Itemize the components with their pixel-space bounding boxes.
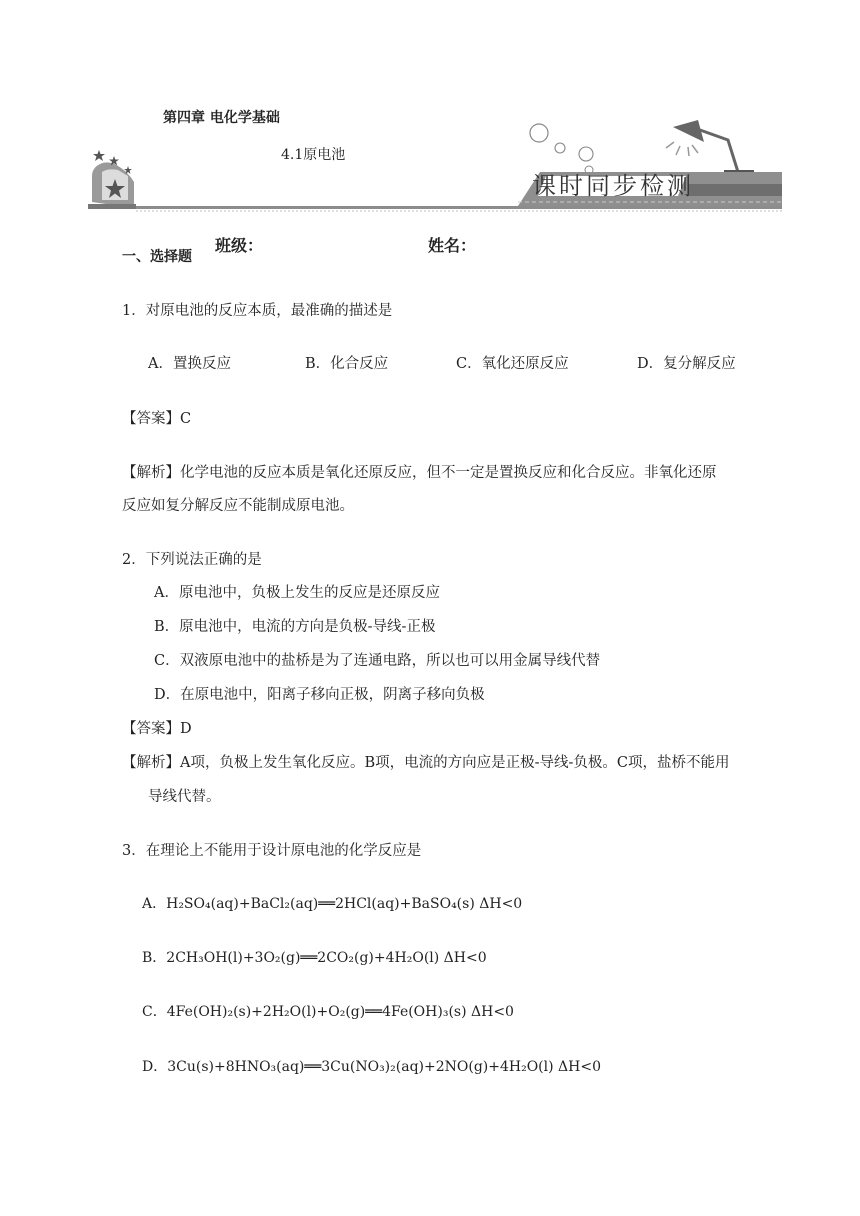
question-1-option-b: B．化合反应 bbox=[305, 356, 389, 372]
banner-graphic bbox=[88, 112, 782, 216]
question-1-analysis-line2: 反应如复分解反应不能制成原电池。 bbox=[122, 498, 354, 514]
question-2-analysis-line2: 导线代替。 bbox=[148, 789, 221, 805]
section-heading: 一、选择题 bbox=[122, 249, 192, 265]
name-label-clip bbox=[428, 236, 488, 255]
answer-label: 【答案】 bbox=[122, 721, 180, 737]
answer-value: C bbox=[180, 411, 192, 427]
lamp-icon bbox=[666, 120, 754, 175]
class-label: 班级： bbox=[215, 236, 264, 255]
section-title: 4.1原电池 bbox=[281, 147, 346, 163]
question-2-option-c: C．双液原电池中的盐桥是为了连通电路，所以也可以用金属导线代替 bbox=[154, 653, 601, 669]
question-3-option-d: D．3Cu(s)+8HNO₃(aq)══3Cu(NO₃)₂(aq)+2NO(g)+4H₂O(l) ΔH<0 bbox=[142, 1059, 601, 1075]
question-2-analysis-line1 bbox=[122, 753, 730, 773]
question-1-option-d: D．复分解反应 bbox=[637, 356, 736, 372]
analysis-text: 化学电池的反应本质是氧化还原反应，但不一定是置换反应和化合反应。非氧化还原 bbox=[180, 465, 717, 481]
question-2-stem: 2．下列说法正确的是 bbox=[122, 552, 262, 568]
star-badge-icon bbox=[88, 150, 136, 209]
question-1-analysis-line1 bbox=[122, 463, 717, 483]
answer-value: D bbox=[180, 721, 192, 737]
question-1-option-a: A．置换反应 bbox=[148, 356, 231, 372]
analysis-label: 【解析】 bbox=[122, 465, 180, 481]
question-1-option-c: C．氧化还原反应 bbox=[456, 356, 569, 372]
banner-title: 课时同步检测 bbox=[532, 172, 694, 200]
question-2-option-a: A．原电池中，负极上发生的反应是还原反应 bbox=[154, 585, 440, 601]
chapter-title: 第四章 电化学基础 bbox=[163, 110, 280, 126]
name-label: 姓名： bbox=[428, 236, 477, 255]
analysis-label: 【解析】 bbox=[122, 755, 180, 771]
question-2-option-d: D．在原电池中，阳离子移向正极，阴离子移向负极 bbox=[154, 687, 485, 703]
question-3-option-c: C．4Fe(OH)₂(s)+2H₂O(l)+O₂(g)══4Fe(OH)₃(s) ΔH<0 bbox=[142, 1004, 514, 1020]
class-label-clip bbox=[215, 236, 275, 255]
analysis-text: A项，负极上发生氧化反应。B项，电流的方向应是正极-导线-负极。C项，盐桥不能用 bbox=[180, 755, 730, 771]
question-2-answer bbox=[122, 719, 192, 739]
question-1-stem: 1．对原电池的反应本质，最准确的描述是 bbox=[122, 303, 393, 319]
answer-label: 【答案】 bbox=[122, 411, 180, 427]
question-3-option-a: A．H₂SO₄(aq)+BaCl₂(aq)══2HCl(aq)+BaSO₄(s) ΔH<0 bbox=[142, 896, 523, 912]
question-2-option-b: B．原电池中，电流的方向是负极-导线-正极 bbox=[154, 619, 436, 635]
question-3-stem: 3．在理论上不能用于设计原电池的化学反应是 bbox=[122, 843, 422, 859]
question-1-answer bbox=[122, 409, 191, 429]
question-3-option-b: B．2CH₃OH(l)+3O₂(g)══2CO₂(g)+4H₂O(l) ΔH<0 bbox=[142, 950, 487, 966]
